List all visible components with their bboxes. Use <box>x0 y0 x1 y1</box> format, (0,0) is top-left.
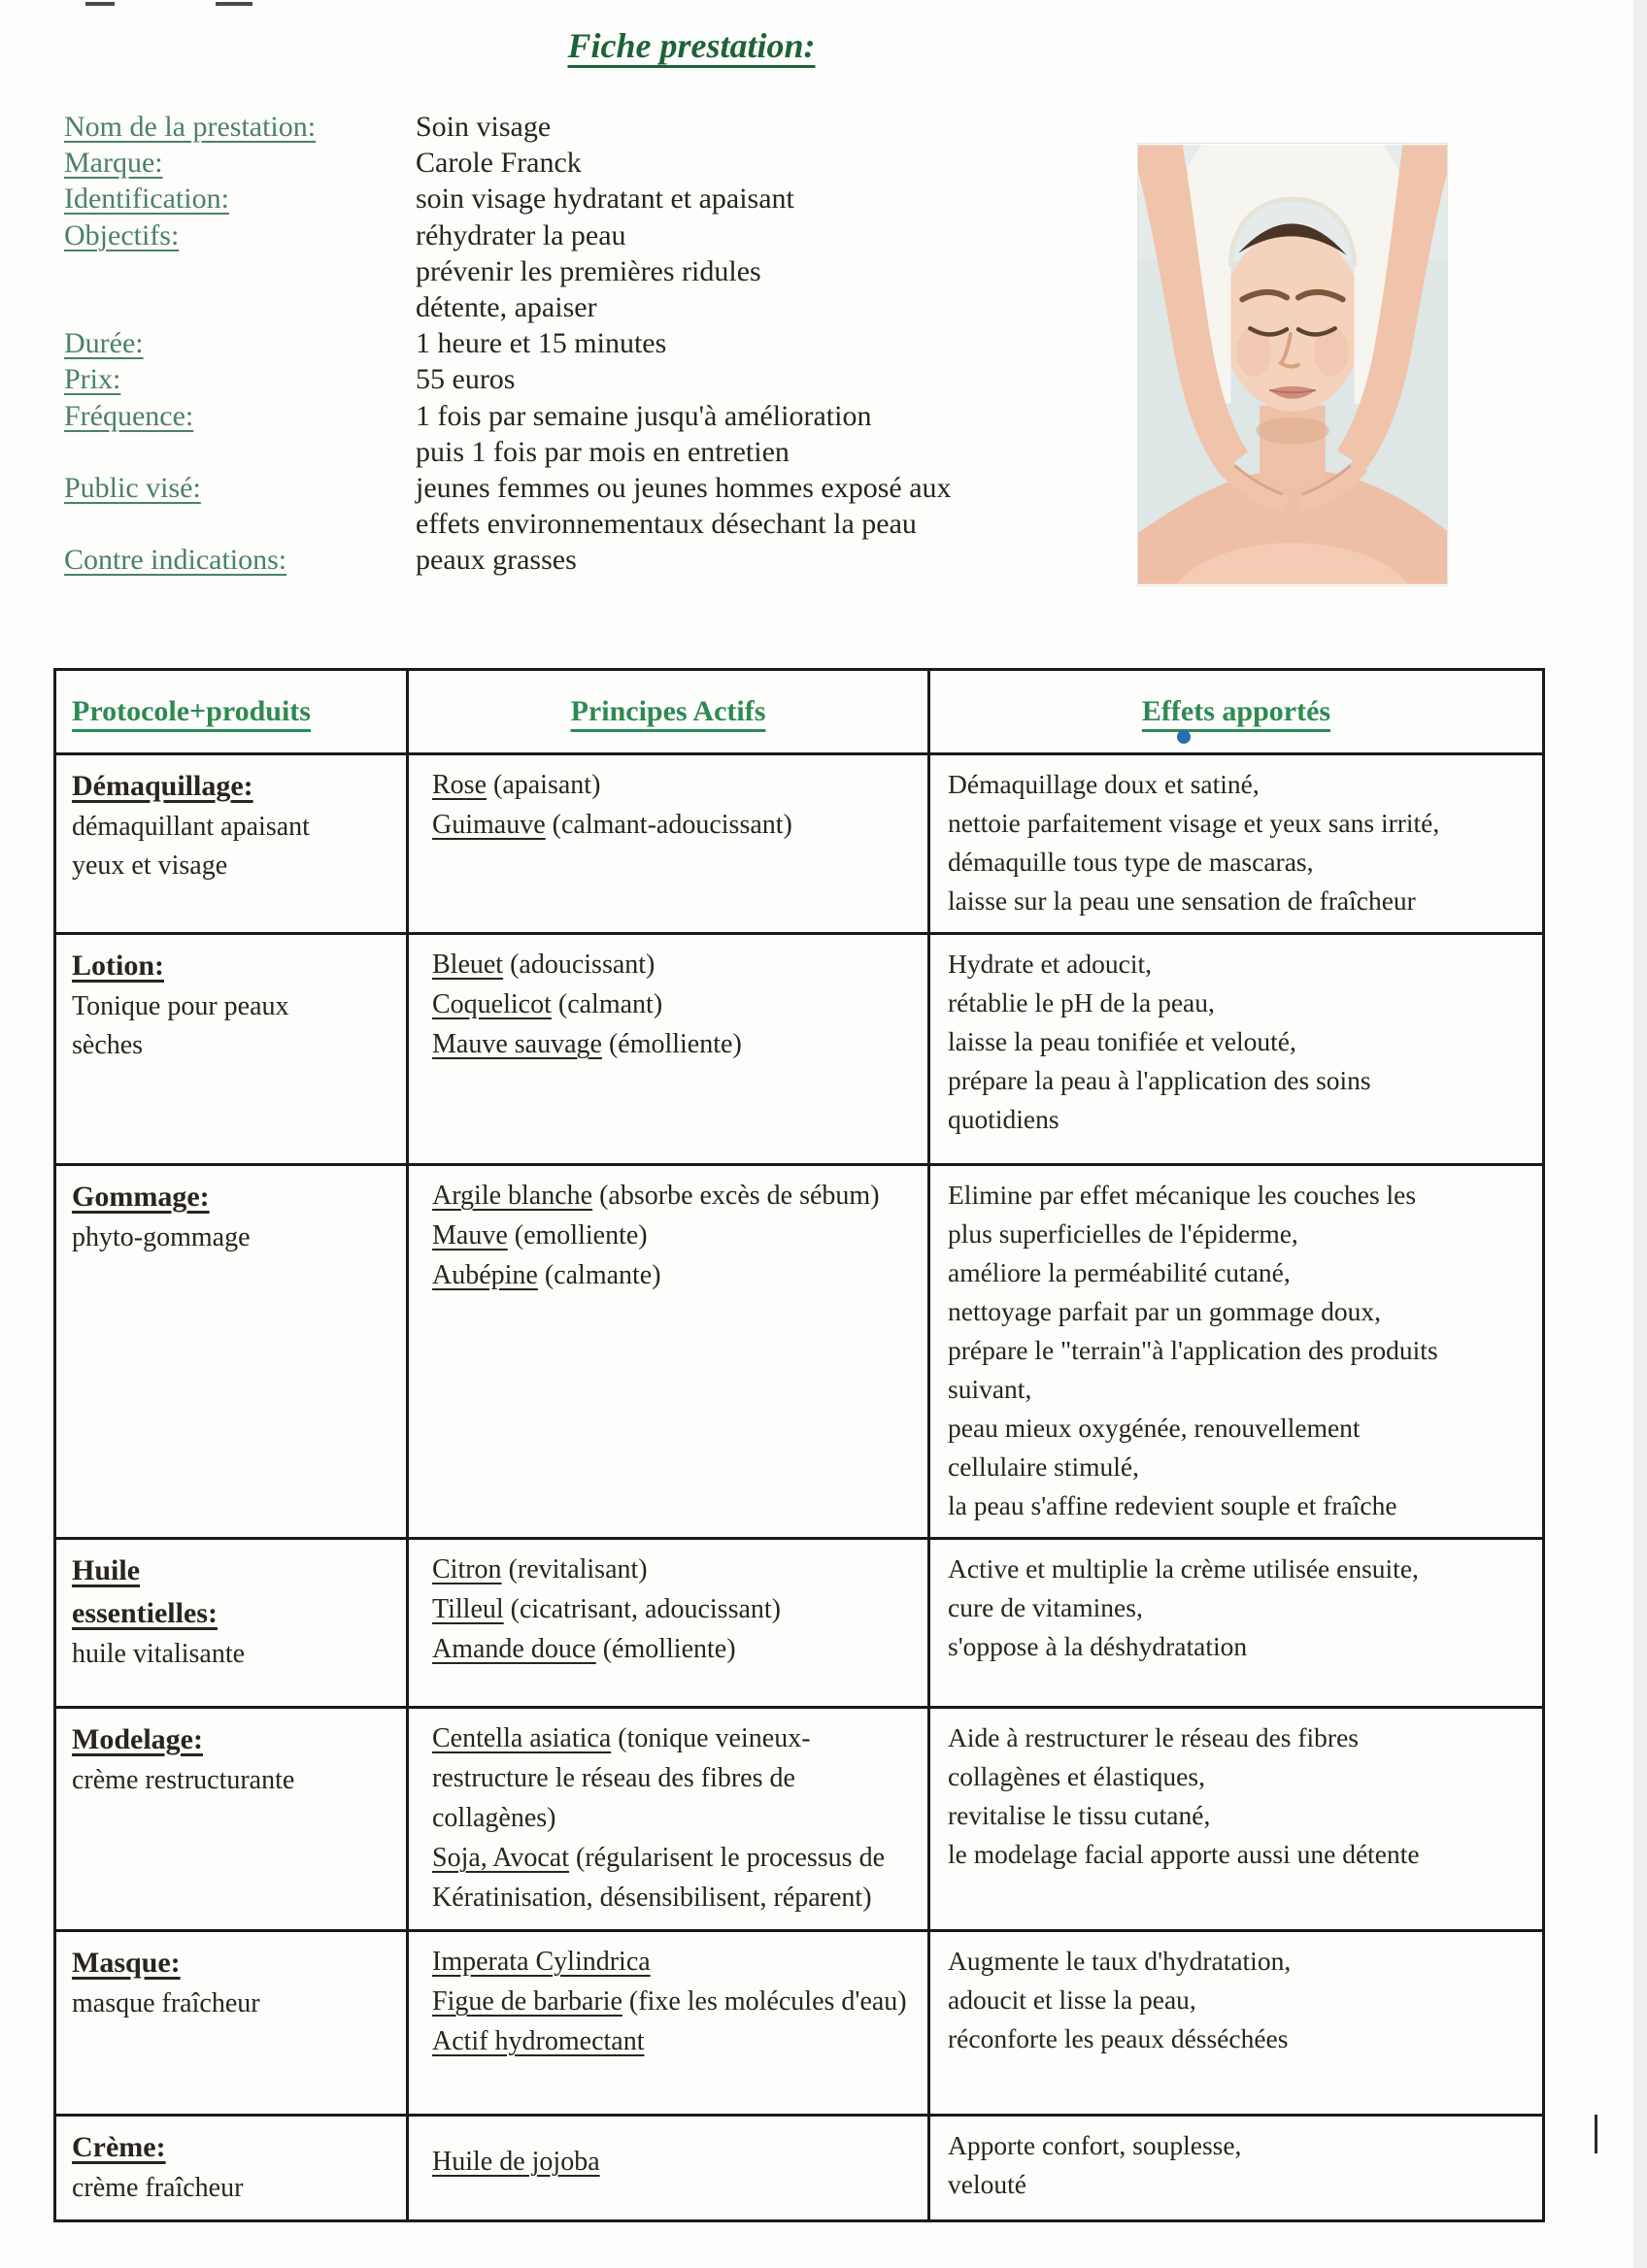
table-body <box>56 755 1542 2219</box>
table-row <box>56 1706 1542 1929</box>
ingredient-property: (revitalisant) <box>501 1554 648 1584</box>
protocol-subtitle: crème fraîcheur <box>72 2173 244 2203</box>
info-row <box>64 434 952 470</box>
active-ingredient <box>432 1838 914 1918</box>
effect-line: démaquille tous type de mascaras, <box>948 847 1314 877</box>
blue-dot-artifact <box>1177 730 1191 744</box>
info-row <box>64 325 952 361</box>
active-ingredient <box>432 1629 914 1669</box>
field-label: Fréquence: <box>64 399 194 432</box>
active-ingredient <box>432 1550 914 1589</box>
table-row <box>56 1163 1542 1537</box>
ingredient-property: (cicatrisant, adoucissant) <box>503 1594 782 1624</box>
ingredient-name: Aubépine <box>432 1260 538 1290</box>
ingredient-name: Citron <box>432 1554 502 1584</box>
prestation-info-list <box>64 109 952 578</box>
column-header-label: Principes Actifs <box>570 695 766 727</box>
table-row <box>56 1929 1542 2114</box>
field-label: Contre indications: <box>64 544 287 577</box>
ingredient-property: (adoucissant) <box>503 950 655 980</box>
effect-line: améliore la perméabilité cutané, <box>948 1257 1291 1287</box>
field-label: Prix: <box>64 363 121 396</box>
active-ingredient <box>432 2021 914 2061</box>
ingredient-name: Huile de jojoba <box>432 2147 600 2177</box>
protocol-cell <box>56 1932 406 2114</box>
field-label <box>64 506 416 542</box>
effect-line: le modelage facial apporte aussi une détente <box>948 1839 1420 1869</box>
scan-artifact <box>85 2 115 6</box>
field-label <box>64 253 416 289</box>
ingredient-property: (tonique veineux- restructure le réseau des fibres de collagènes) <box>432 1723 811 1833</box>
info-row <box>64 398 952 434</box>
actives-cell <box>406 755 927 932</box>
info-row <box>64 145 952 181</box>
facial-massage-photo <box>1138 144 1447 585</box>
active-ingredient <box>432 984 914 1024</box>
info-row <box>64 253 952 289</box>
ingredient-property: (calmant-adoucissant) <box>545 810 792 840</box>
protocol-subtitle: démaquillant apaisant <box>72 812 310 842</box>
effect-line: Hydrate et adoucit, <box>948 949 1152 979</box>
field-value: Soin visage <box>416 111 552 143</box>
ingredient-name: Rose <box>432 770 487 800</box>
effect-line: réconforte les peaux désséchées <box>948 2023 1289 2053</box>
active-ingredient <box>432 2142 914 2182</box>
effects-cell <box>927 1540 1542 1706</box>
effect-line: nettoie parfaitement visage et yeux sans irrité, <box>948 808 1440 838</box>
protocol-cell <box>56 2117 406 2219</box>
column-header-effets <box>927 671 1542 752</box>
active-ingredient <box>432 1024 914 1064</box>
field-label: Identification: <box>64 183 229 216</box>
actives-cell <box>406 1540 927 1706</box>
effect-line: nettoyage parfait par un gommage doux, <box>948 1296 1381 1326</box>
field-label <box>64 434 416 470</box>
active-ingredient <box>432 805 914 845</box>
effect-line: s'oppose à la déshydratation <box>948 1631 1248 1661</box>
effect-line: laisse sur la peau une sensation de fraîcheur <box>948 885 1416 916</box>
effect-line: cure de vitamines, <box>948 1592 1143 1622</box>
protocol-cell <box>56 1540 406 1706</box>
scan-artifact <box>1595 2115 1597 2153</box>
actives-cell <box>406 1166 927 1537</box>
field-value: jeunes femmes ou jeunes hommes exposé aux <box>416 471 952 504</box>
protocol-title: Lotion: <box>72 950 165 982</box>
effects-cell <box>927 1709 1542 1929</box>
info-row <box>64 181 952 217</box>
effect-line: laisse la peau tonifiée et velouté, <box>948 1026 1296 1056</box>
info-row <box>64 289 952 325</box>
ingredient-name: Mauve <box>432 1220 508 1251</box>
effect-line: prépare la peau à l'application des soins <box>948 1065 1371 1095</box>
active-ingredient <box>432 1255 914 1295</box>
field-value: effets environnementaux désechant la peau <box>416 508 917 541</box>
protocol-cell <box>56 1166 406 1537</box>
table-row <box>56 1537 1542 1706</box>
protocol-title: Gommage: <box>72 1181 210 1213</box>
active-ingredient <box>432 1942 914 1982</box>
protocol-title: essentielles: <box>72 1597 218 1629</box>
field-value: détente, apaiser <box>416 290 597 323</box>
effects-cell <box>927 2117 1542 2219</box>
info-row <box>64 470 952 506</box>
effect-line: plus superficielles de l'épiderme, <box>948 1218 1298 1249</box>
effect-line: collagènes et élastiques, <box>948 1761 1205 1791</box>
effects-cell <box>927 935 1542 1163</box>
ingredient-property: (calmante) <box>537 1260 661 1290</box>
protocol-cell <box>56 755 406 932</box>
effect-line: Démaquillage doux et satiné, <box>948 769 1260 799</box>
active-ingredient <box>432 1216 914 1255</box>
protocol-subtitle: sèches <box>72 1030 144 1060</box>
field-label: Public visé: <box>64 471 201 504</box>
field-value: 1 heure et 15 minutes <box>416 327 667 360</box>
actives-cell <box>406 2117 927 2219</box>
effects-cell <box>927 1166 1542 1537</box>
effect-line: revitalise le tissu cutané, <box>948 1800 1211 1830</box>
column-header-label: Effets apportés <box>1141 695 1331 727</box>
field-value: 55 euros <box>416 363 516 396</box>
ingredient-name: Bleuet <box>432 950 504 980</box>
scan-artifact <box>216 2 252 6</box>
active-ingredient <box>432 945 914 984</box>
info-row <box>64 506 952 542</box>
info-row <box>64 361 952 397</box>
ingredient-name: Actif hydromectant <box>432 2026 645 2056</box>
ingredient-name: Guimauve <box>432 810 546 840</box>
field-label: Nom de la prestation: <box>64 111 317 143</box>
effects-cell <box>927 1932 1542 2114</box>
active-ingredient <box>432 1982 914 2021</box>
effect-line: Apporte confort, souplesse, <box>948 2130 1242 2160</box>
table-row <box>56 932 1542 1163</box>
field-value: soin visage hydratant et apaisant <box>416 183 794 216</box>
ingredient-name: Soja, Avocat <box>432 1843 570 1873</box>
protocol-subtitle: masque fraîcheur <box>72 1988 260 2018</box>
column-header-protocole <box>56 671 406 752</box>
info-row <box>64 109 952 145</box>
page-title: Fiche prestation: <box>567 26 816 65</box>
ingredient-property: (fixe les molécules d'eau) <box>622 1986 907 2017</box>
ingredient-property: (apaisant) <box>487 770 601 800</box>
protocol-table <box>53 668 1545 2222</box>
ingredient-name: Mauve sauvage <box>432 1029 602 1059</box>
ingredient-property: (émolliente) <box>595 1634 736 1664</box>
actives-cell <box>406 1709 927 1929</box>
active-ingredient <box>432 765 914 805</box>
column-header-label: Protocole+produits <box>72 695 311 727</box>
table-row <box>56 755 1542 932</box>
field-value: Carole Franck <box>416 147 582 180</box>
protocol-subtitle: Tonique pour peaux <box>72 991 289 1021</box>
info-row <box>64 217 952 253</box>
ingredient-name: Centella asiatica <box>432 1723 612 1753</box>
effect-line: suivant, <box>948 1374 1032 1404</box>
protocol-title: Crème: <box>72 2131 166 2163</box>
field-label: Objectifs: <box>64 218 180 251</box>
ingredient-property: (calmant) <box>551 989 663 1019</box>
effect-line: prépare le "terrain"à l'application des produits <box>948 1335 1438 1365</box>
protocol-title: Démaquillage: <box>72 770 253 802</box>
ingredient-name: Argile blanche <box>432 1181 593 1211</box>
protocol-subtitle: phyto-gommage <box>72 1222 251 1252</box>
field-label: Marque: <box>64 147 163 180</box>
ingredient-property: (emolliente) <box>507 1220 648 1251</box>
field-value: 1 fois par semaine jusqu'à amélioration <box>416 399 872 432</box>
table-header-row <box>56 671 1542 755</box>
effect-line: peau mieux oxygénée, renouvellement <box>948 1413 1361 1443</box>
effect-line: Aide à restructurer le réseau des fibres <box>948 1722 1359 1752</box>
protocol-title: Huile <box>72 1554 141 1586</box>
ingredient-property: (émolliente) <box>601 1029 742 1059</box>
effect-line: rétablie le pH de la peau, <box>948 987 1215 1017</box>
effect-line: cellulaire stimulé, <box>948 1451 1140 1482</box>
effect-line: Augmente le taux d'hydratation, <box>948 1946 1292 1976</box>
protocol-subtitle: crème restructurante <box>72 1765 295 1795</box>
effect-line: Elimine par effet mécanique les couches les <box>948 1180 1417 1210</box>
effect-line: velouté <box>948 2169 1026 2199</box>
ingredient-name: Figue de barbarie <box>432 1986 622 2017</box>
protocol-subtitle: huile vitalisante <box>72 1639 246 1669</box>
effects-cell <box>927 755 1542 932</box>
protocol-title: Modelage: <box>72 1723 203 1755</box>
field-value: puis 1 fois par mois en entretien <box>416 435 790 468</box>
field-label <box>64 289 416 325</box>
ingredient-name: Amande douce <box>432 1634 596 1664</box>
effect-line: la peau s'affine redevient souple et fraîche <box>948 1490 1397 1520</box>
info-row <box>64 542 952 578</box>
active-ingredient <box>432 1176 914 1216</box>
protocol-title: Masque: <box>72 1947 181 1979</box>
field-value: peaux grasses <box>416 544 577 577</box>
protocol-cell <box>56 1709 406 1929</box>
ingredient-property: (absorbe excès de sébum) <box>592 1181 880 1211</box>
table-row <box>56 2114 1542 2219</box>
effect-line: quotidiens <box>948 1104 1059 1134</box>
ingredient-name: Tilleul <box>432 1594 504 1624</box>
photo-illustration <box>1138 144 1447 585</box>
field-value: réhydrater la peau <box>416 218 626 251</box>
active-ingredient <box>432 1718 914 1838</box>
field-value: prévenir les premières ridules <box>416 254 761 287</box>
effect-line: adoucit et lisse la peau, <box>948 1984 1196 2015</box>
ingredient-property: (régularisent le processus de Kératinisation, désensibilisent, réparent) <box>432 1843 886 1913</box>
scanner-edge-shadow <box>1633 0 1647 2268</box>
ingredient-name: Imperata Cylindrica <box>432 1947 651 1977</box>
actives-cell <box>406 1932 927 2114</box>
protocol-cell <box>56 935 406 1163</box>
effect-line: Active et multiplie la crème utilisée ensuite, <box>948 1553 1419 1584</box>
ingredient-name: Coquelicot <box>432 989 552 1019</box>
active-ingredient <box>432 1589 914 1629</box>
column-header-principes <box>406 671 927 752</box>
protocol-subtitle: yeux et visage <box>72 850 228 881</box>
field-label: Durée: <box>64 327 144 360</box>
actives-cell <box>406 935 927 1163</box>
